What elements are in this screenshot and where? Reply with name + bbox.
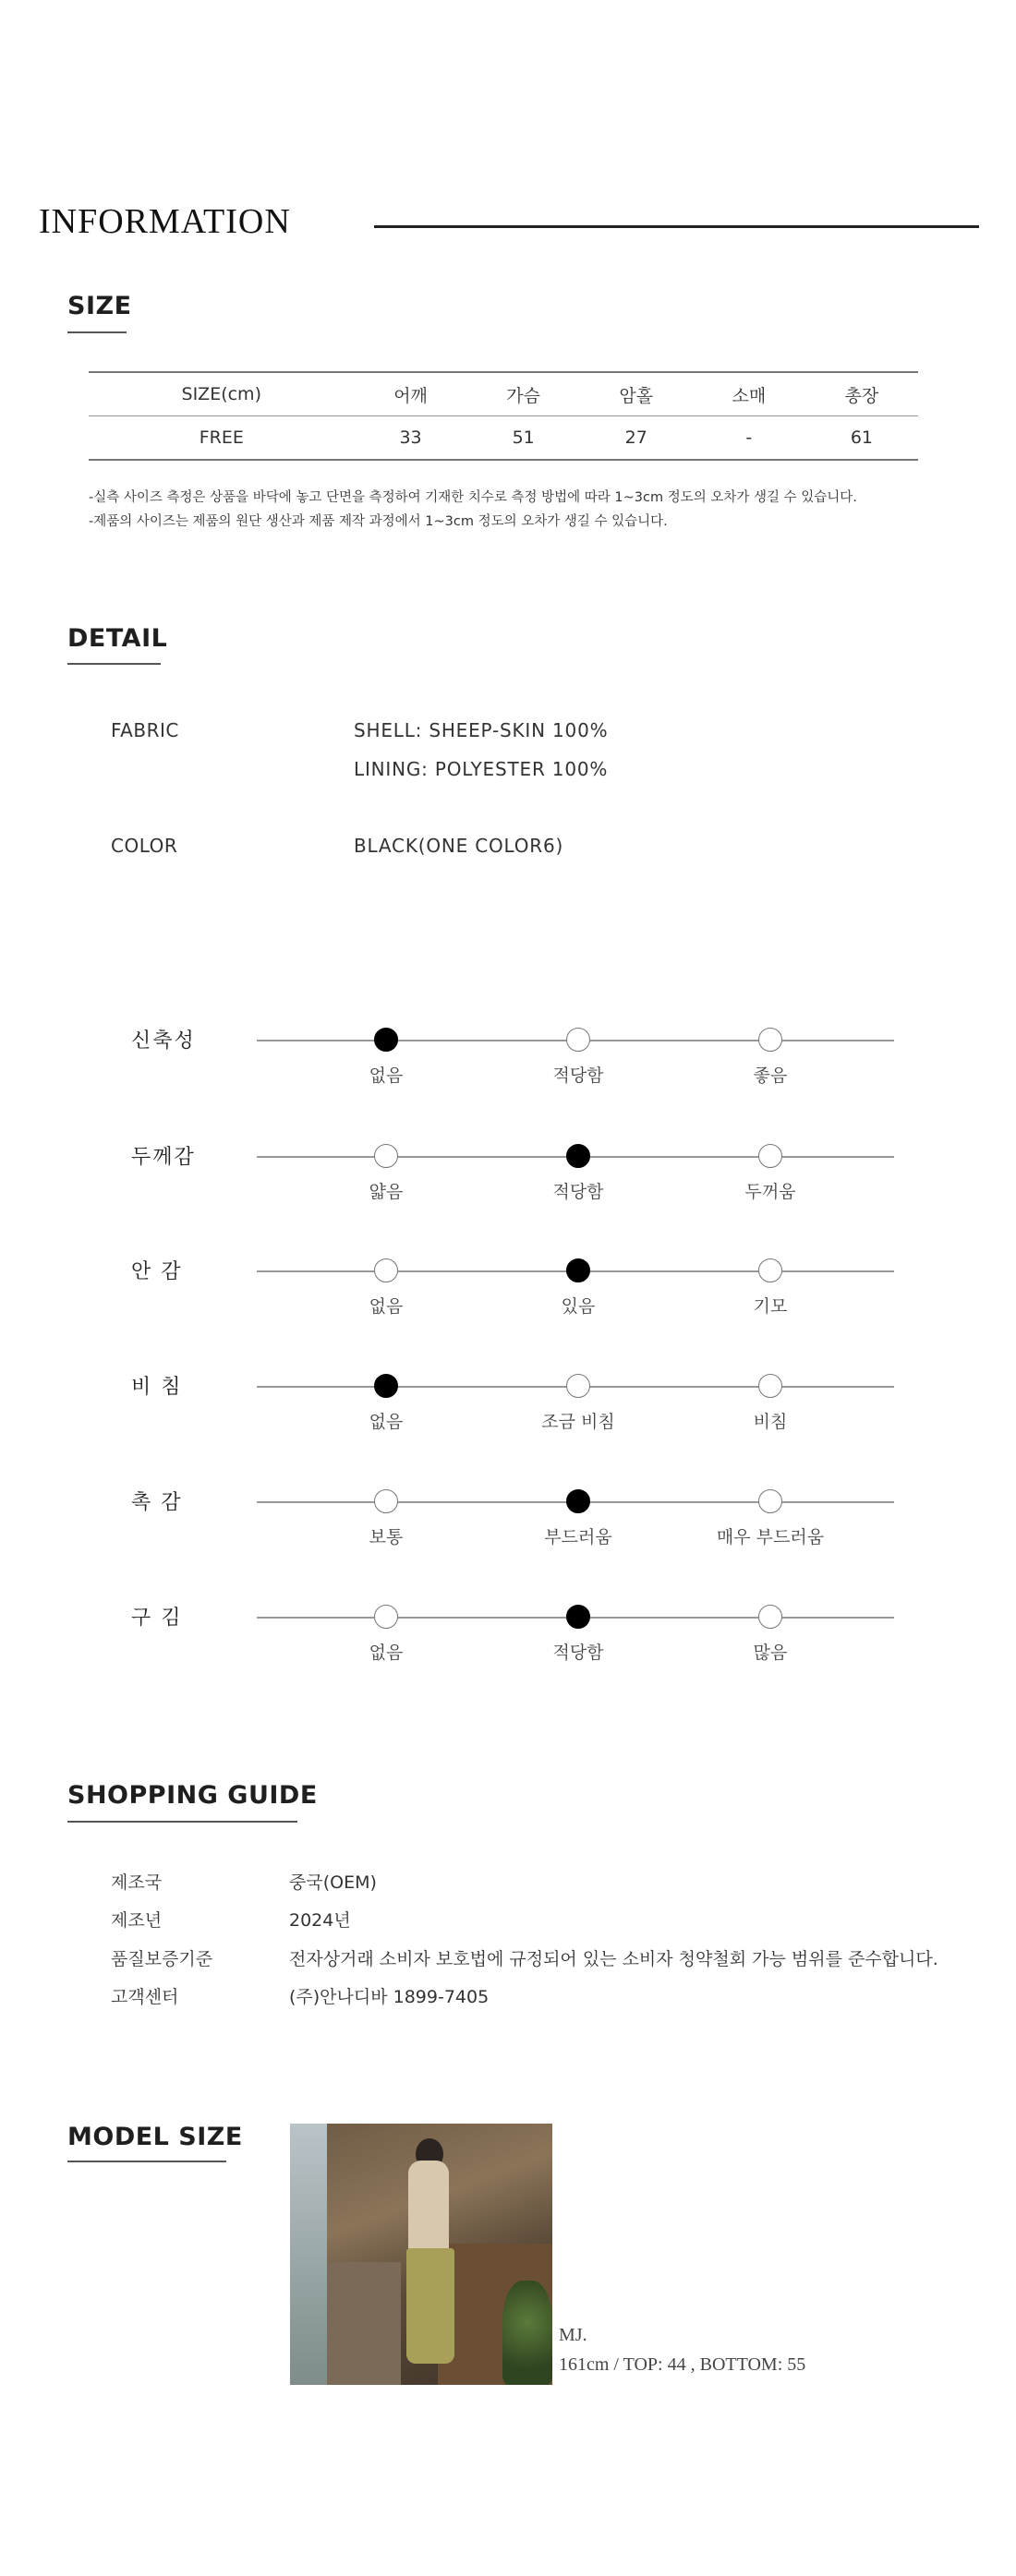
rating-option-label: 두꺼움 (744, 1182, 796, 1202)
size-note: -실측 사이즈 측정은 상품을 바닥에 놓고 단면을 측정하여 기재한 치수로 측정 방법에 따라 1~3cm 정도의 오차가 생길 수 있습니다. (89, 490, 857, 505)
guide-value-quality: 전자상거래 소비자 보호법에 규정되어 있는 소비자 청약철회 가능 범위를 준수합니다. (289, 1949, 938, 1969)
fabric-label: FABRIC (111, 719, 179, 741)
size-header-cell: 암홀 (619, 385, 654, 406)
size-header-cell: 소매 (732, 385, 767, 406)
rating-option-label: 있음 (561, 1296, 596, 1317)
size-table-row (89, 416, 918, 461)
rating-option-label: 적당함 (552, 1643, 604, 1663)
shopping-guide-heading: SHOPPING GUIDE (67, 1781, 318, 1810)
rating-row (0, 1371, 1016, 1463)
rating-option-label: 없음 (369, 1412, 404, 1432)
guide-value-service: (주)안나디바 1899-7405 (289, 1987, 490, 2007)
shopping-guide-underline (67, 1821, 297, 1823)
size-note: -제품의 사이즈는 제품의 원단 생산과 제품 제작 과정에서 1~3cm 정도의 오차가 생길 수 있습니다. (89, 514, 668, 529)
size-header-cell: 총장 (844, 385, 879, 406)
rating-label: 구 김 (131, 1607, 183, 1630)
rating-dot-selected (566, 1258, 590, 1282)
rating-row (0, 1141, 1016, 1234)
rating-row (0, 1602, 1016, 1694)
rating-dot-selected (374, 1374, 398, 1398)
rating-option-label: 없음 (369, 1065, 404, 1086)
rating-dot-selected (566, 1144, 590, 1168)
size-table (89, 371, 918, 461)
size-cell: 51 (512, 427, 535, 448)
guide-label-country: 제조국 (111, 1872, 163, 1893)
model-spec: 161cm / TOP: 44 , BOTTOM: 55 (559, 2354, 806, 2375)
size-header-cell: SIZE(cm) (181, 384, 261, 404)
fabric-lining-value: LINING: POLYESTER 100% (354, 758, 609, 780)
model-photo (290, 2124, 552, 2385)
size-cell: 33 (399, 427, 422, 448)
rating-option-label: 적당함 (552, 1182, 604, 1202)
rating-label: 비 침 (131, 1376, 183, 1399)
rating-dot (566, 1374, 590, 1398)
rating-row (0, 1256, 1016, 1348)
page-title: INFORMATION (39, 202, 291, 241)
rating-option-label: 많음 (753, 1643, 788, 1663)
rating-option-label: 비침 (753, 1412, 788, 1432)
rating-option-label: 기모 (753, 1296, 788, 1317)
rating-dot (374, 1489, 398, 1513)
guide-value-year: 2024년 (289, 1910, 351, 1931)
rating-option-label: 없음 (369, 1296, 404, 1317)
rating-dot (374, 1605, 398, 1629)
guide-value-country: 중국(OEM) (289, 1872, 377, 1893)
size-notes (89, 486, 857, 534)
rating-dot-selected (566, 1605, 590, 1629)
size-header-cell: 어깨 (393, 385, 428, 406)
color-label: COLOR (111, 835, 178, 857)
model-name: MJ. (559, 2325, 587, 2345)
rating-option-label: 조금 비침 (541, 1412, 615, 1432)
size-heading: SIZE (67, 292, 132, 320)
rating-dot (758, 1028, 782, 1052)
rating-label: 두께감 (131, 1146, 196, 1169)
rating-row (0, 1025, 1016, 1117)
rating-dot (758, 1258, 782, 1282)
fabric-shell-value: SHELL: SHEEP-SKIN 100% (354, 719, 609, 741)
rating-dot (566, 1028, 590, 1052)
rating-option-label: 얇음 (369, 1182, 404, 1202)
rating-label: 안 감 (131, 1260, 183, 1283)
rating-option-label: 보통 (369, 1527, 404, 1547)
rating-dot-selected (374, 1028, 398, 1052)
model-size-underline (67, 2161, 226, 2162)
rating-dot (374, 1258, 398, 1282)
guide-label-year: 제조년 (111, 1910, 163, 1931)
rating-label: 신축성 (131, 1029, 196, 1053)
rating-option-label: 없음 (369, 1643, 404, 1663)
rating-option-label: 좋음 (753, 1065, 788, 1086)
size-heading-underline (67, 331, 127, 333)
rating-option-label: 부드러움 (544, 1527, 612, 1547)
rating-dot (374, 1144, 398, 1168)
rating-option-label: 적당함 (552, 1065, 604, 1086)
rating-dot (758, 1144, 782, 1168)
rating-dot-selected (566, 1489, 590, 1513)
rating-label: 촉 감 (131, 1491, 183, 1514)
color-value: BLACK(ONE COLOR6) (354, 835, 564, 857)
guide-label-service: 고객센터 (111, 1987, 179, 2007)
guide-label-quality: 품질보증기준 (111, 1949, 213, 1969)
size-cell: 27 (624, 427, 647, 448)
rating-dot (758, 1605, 782, 1629)
rating-dot (758, 1489, 782, 1513)
size-table-header-row (89, 372, 918, 416)
detail-heading-underline (67, 663, 161, 665)
rating-option-label: 매우 부드러움 (716, 1527, 825, 1547)
rating-row (0, 1487, 1016, 1579)
detail-heading: DETAIL (67, 624, 168, 653)
size-header-cell: 가슴 (506, 385, 541, 406)
model-size-heading: MODEL SIZE (67, 2123, 243, 2151)
size-cell: - (745, 427, 753, 448)
title-divider (374, 225, 979, 228)
size-cell: 61 (850, 427, 874, 448)
rating-dot (758, 1374, 782, 1398)
size-cell: FREE (199, 427, 244, 448)
